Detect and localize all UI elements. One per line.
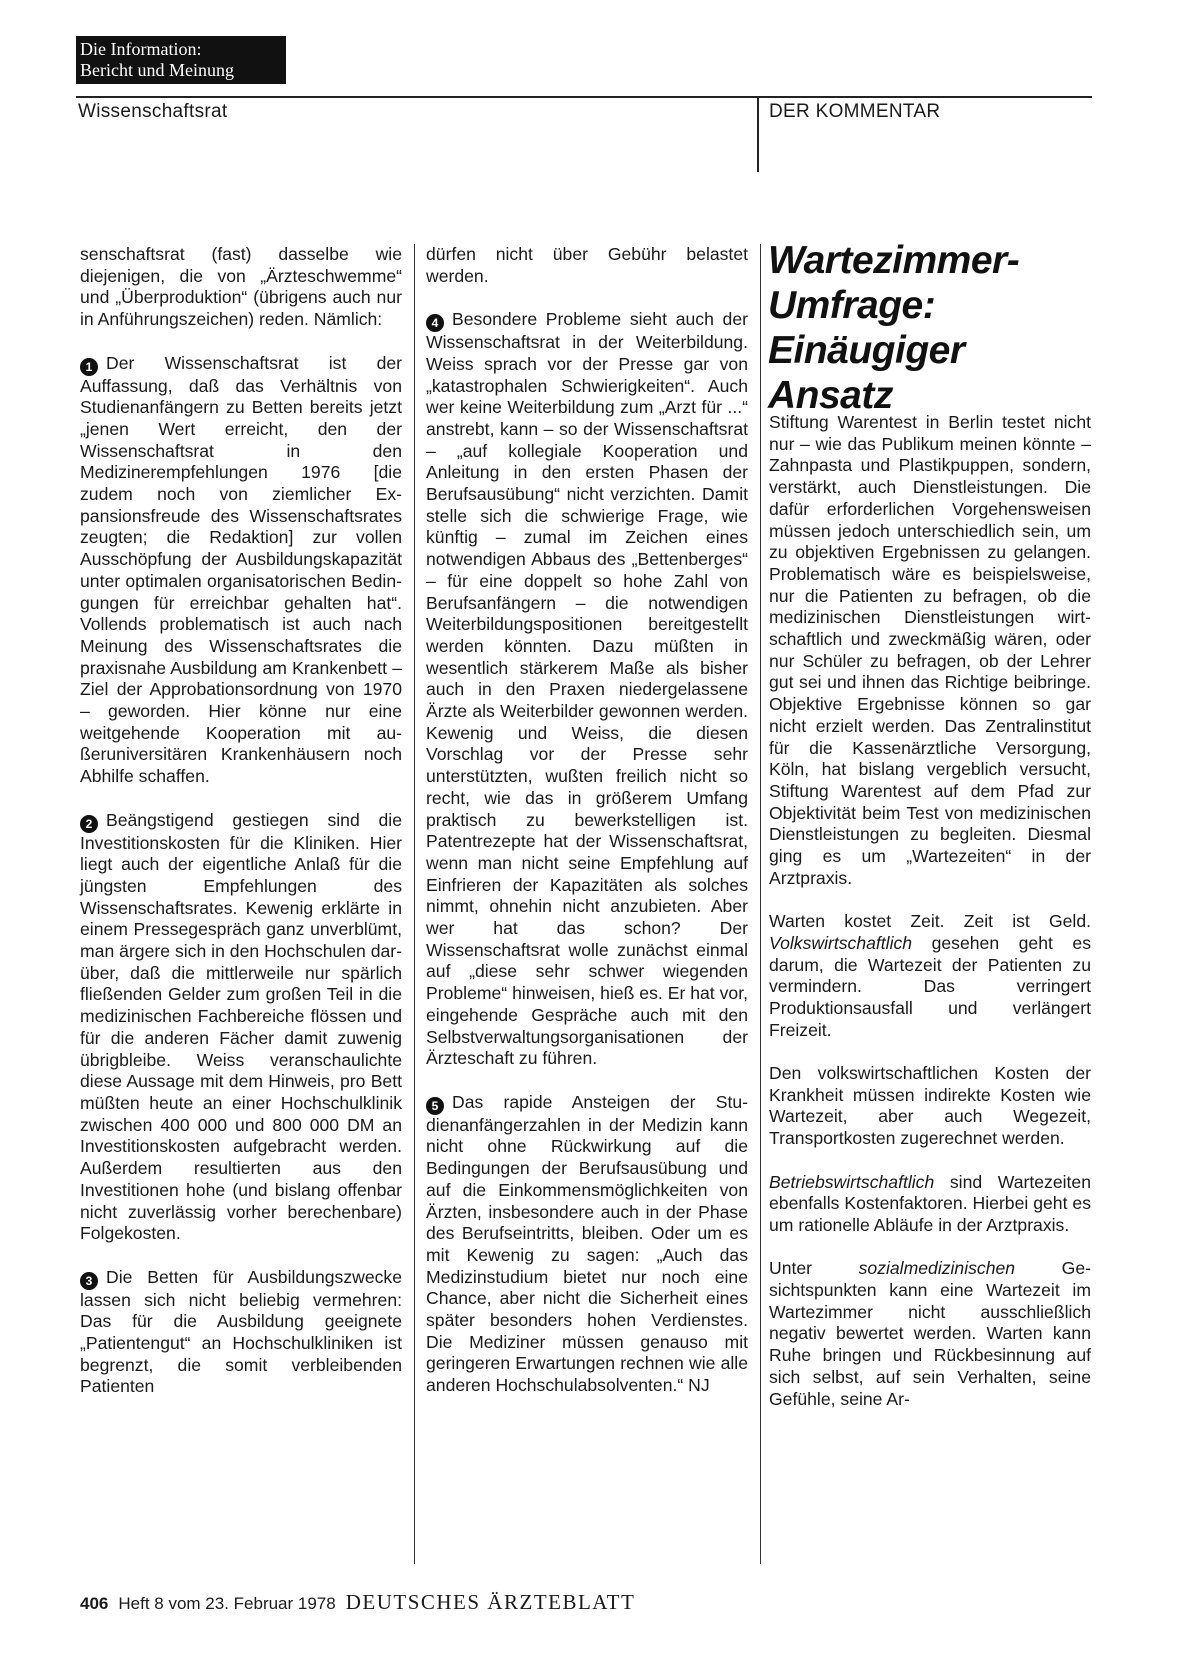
paragraph-text: Gesichtspunkten kann eine Wartezeit im Wartezimmer nicht ausschließlich negativ bewertet werden. Warten kann Ruhe bringen und Rückbesinnung auf sich selbst, auf sein Verhalten, seine Gefühle, seine Ar- bbox=[769, 1258, 1091, 1409]
badge-line-1: Die Information: bbox=[80, 39, 202, 59]
number-badge-3: 3 bbox=[80, 1272, 98, 1290]
paragraph: senschaftsrat (fast) dasselbe wie diejenigen, die von „Ärzteschwemme“ und „Überproduktion“ (übrigens auch nur in Anführungszeichen) reden. Nämlich: bbox=[80, 244, 402, 330]
paragraph bbox=[426, 1092, 748, 1397]
number-badge-2: 2 bbox=[80, 815, 98, 833]
number-badge-4: 4 bbox=[426, 314, 444, 332]
section-badge bbox=[76, 36, 286, 84]
paragraph-text: Besondere Probleme sieht auch der Wissenschaftsrat in der Weiterbildung. Weiss sprach vor der Presse gar von „katastrophalen Schwierigkeiten“. Auch wer keine Weiterbildung zum „Arzt für ...“ anstrebt, kann – so der Wissenschaftsrat – „auf kollegiale Kooperation und Anleitung in den ersten Phasen der Berufsausübung“ nicht verzichten. Damit stelle sich die schwierige Frage, wie künftig – zumal im Zeichen eines notwendigen Abbaus des „Bettenberges“ – für eine doppelt so hohe Zahl von Berufsanfängern – die notwendigen Weiterbildungspositionen bereitgestellt werden könnten. Dazu müßten in wesentlich stärkerem Maße als bisher auch in den Praxen niedergelassene Ärzte als Weiterbilder gewonnen werden. Kewenig und Weiss, die diesen Vorschlag vor der Presse sehr unterstützten, wußten freilich nicht so recht, wie das in größerem Umfang praktisch zu bewerkstelligen ist. Patentrezepte hat der Wissenschaftsrat, wenn man nicht seine Empfehlung auf Einfrieren der Kapazitäten als solches nimmt, ohnehin nicht anzubieten. Aber wer hat das schon? Der Wissenschaftsrat wolle zunächst einmal auf „diese sehr schwer wiegenden Probleme“ hinweisen, hieß es. Er hat vor, eingehende Gespräche auch mit den Selbstverwaltungsorganisationen der Ärzteschaft zu führen. bbox=[426, 309, 748, 1069]
paragraph: dürfen nicht über Gebühr belastet werden. bbox=[426, 244, 748, 286]
emphasis: Volkswirtschaftlich bbox=[769, 932, 913, 953]
paragraph-text: Warten kostet Zeit. Zeit ist Geld. bbox=[769, 911, 1091, 932]
page-number: 406 bbox=[80, 1594, 109, 1613]
badge-line-2: Bericht und Meinung bbox=[80, 60, 234, 80]
emphasis: sozialmedizinischen bbox=[858, 1258, 1016, 1279]
emphasis: Betriebswirtschaftlich bbox=[769, 1171, 935, 1192]
header-rule bbox=[76, 96, 1092, 98]
commentary-column bbox=[769, 412, 1091, 1432]
commentary-headline bbox=[768, 238, 1098, 418]
paragraph-text: gesehen geht es darum, die Wartezeit der Patienten zu vermindern. Das verringert Produktionsausfall und verlängert Freizeit. bbox=[769, 932, 1091, 1040]
paragraph-text: Unter bbox=[769, 1258, 813, 1279]
section-title-left: Wissenschaftsrat bbox=[78, 101, 228, 122]
paragraph bbox=[769, 911, 1091, 1041]
headline-line-3: Einäugiger bbox=[768, 329, 965, 372]
paragraph-text: Der Wissenschaftsrat ist der Auffassung, daß das Verhältnis von Studienanfängern zu Betten bereits jetzt „jenen Wert erreicht, den der Wissenschaftsrat in den Medizinerempfehlungen 1976 [die zudem noch von ziemlicher Expansionsfreude des Wissenschaftsrates zeugten; die Redaktion] zur vollen Ausschöpfung der Ausbildungskapazität unter optimalen organisatorischen Bedingungen für erreichbar gehalten hat“. Vollends problematisch ist auch nach Meinung des Wissenschaftsrates die praxisnahe Ausbildung am Krankenbett – Ziel der Approbationsordnung von 1970 – geworden. Hier könne nur eine weitgehende Kooperation mit außeruniversitären Krankenhäusern noch Abhilfe schaffen. bbox=[80, 352, 402, 787]
paragraph-text: Beängstigend gestiegen sind die Investitionskosten für die Kliniken. Hier liegt auch der eigentliche Anlaß für die jüngsten Empfehlungen des Wissenschaftsrates. Kewenig erklärte in einem Pressegespräch ganz unverblümt, man ärgere sich in den Hochschulen darüber, daß die mittlerweile nur spärlich fließenden Gelder zum großen Teil in die medizinischen Fachbereiche flössen und für die anderen Fächer damit zuwenig übrigbleibe. Weiss veranschaulichte diese Aussage mit dem Hinweis, pro Bett müßten heute an einer Hochschulklinik zwischen 400 000 und 800 000 DM an Investitionskosten aufgebracht werden. Außerdem resultierten aus den Investitionen hohe (und bislang offenbar nicht zuverlässig vorher berechenbare) Folgekosten. bbox=[80, 809, 402, 1244]
column-rule-1 bbox=[414, 244, 415, 1564]
masthead: DEUTSCHES ÄRZTEBLATT bbox=[345, 1590, 636, 1614]
headline-line-4: Ansatz bbox=[768, 374, 893, 417]
paragraph: Stiftung Warentest in Berlin testet nicht nur – wie das Publikum meinen könnte – Zahnpasta und Plastikpuppen, sondern, verstärkt, auch Dienstleistungen. Die dafür erforderlichen Vorgehensweisen müssen jedoch unterschiedlich sein, um zu objektiven Ergebnissen zu gelangen. Problematisch wäre es beispielsweise, nur die Patienten zu befragen, ob die medizinischen Dienstleistungen wirtschaftlich und zweckmäßig wären, oder nur Schüler zu befragen, ob der Lehrer gut sei und ihnen das Richtige beibringe. Objektive Ergebnisse können so gar nicht erzielt werden. Das Zentralinstitut für die Kassenärztliche Versorgung, Köln, hat bislang vergeblich versucht, Stiftung Warentest auf dem Pfad zur Objektivität beim Test von medizinischen Dienstleistungen zu begleiten. Diesmal ging es um „Wartezeiten“ in der Arztpraxis. bbox=[769, 412, 1091, 888]
column-rule-2 bbox=[760, 244, 761, 1564]
paragraph-text: sind Wartezeiten ebenfalls Kostenfaktoren. Hierbei geht es um rationelle Abläufe in der Arztpraxis. bbox=[769, 1171, 1091, 1235]
paragraph bbox=[80, 1267, 402, 1399]
page-footer bbox=[80, 1590, 635, 1615]
number-badge-1: 1 bbox=[80, 358, 98, 376]
headline-line-1: Wartezimmer- bbox=[768, 239, 1020, 282]
headline-line-2: Umfrage: bbox=[768, 284, 936, 327]
paragraph bbox=[80, 810, 402, 1245]
paragraph bbox=[769, 1172, 1091, 1237]
paragraph-text: Die Betten für Ausbildungszwecke lassen sich nicht beliebig vermehren: Das für die Ausbildung geeignete „Patientengut“ an Hochschulkliniken ist begrenzt, die somit verbleibenden Patienten bbox=[80, 1266, 402, 1397]
paragraph-text: Das rapide Ansteigen der Studienanfängerzahlen in der Medizin kann nicht ohne Rückwirkung auf die Bedingungen der Berufsausübung und auf die Einkommensmöglichkeiten von Ärzten, insbesondere auch in der Phase des Berufseintritts, bleiben. Oder um es mit Kewenig zu sagen: „Auch das Medizinstudium bietet nur noch eine Chance, aber nicht die Sicherheit eines später besonders hohen Verdienstes. Die Mediziner müssen genauso mit geringeren Erwartungen rechnen wie alle anderen Hochschulabsolventen.“ NJ bbox=[426, 1091, 748, 1396]
paragraph bbox=[769, 1258, 1091, 1410]
section-title-right: DER KOMMENTAR bbox=[769, 101, 941, 122]
article-column-2 bbox=[426, 244, 748, 1419]
article-column-1 bbox=[80, 244, 402, 1420]
paragraph bbox=[426, 309, 748, 1070]
issue-info: Heft 8 vom 23. Februar 1978 bbox=[118, 1594, 336, 1613]
number-badge-5: 5 bbox=[426, 1097, 444, 1115]
paragraph: Den volkswirtschaftlichen Kosten der Krankheit müssen indirekte Kosten wie Wartezeit, aber auch Wegezeit, Transportkosten zugerechnet werden. bbox=[769, 1063, 1091, 1149]
header-divider bbox=[757, 96, 759, 172]
paragraph bbox=[80, 353, 402, 788]
